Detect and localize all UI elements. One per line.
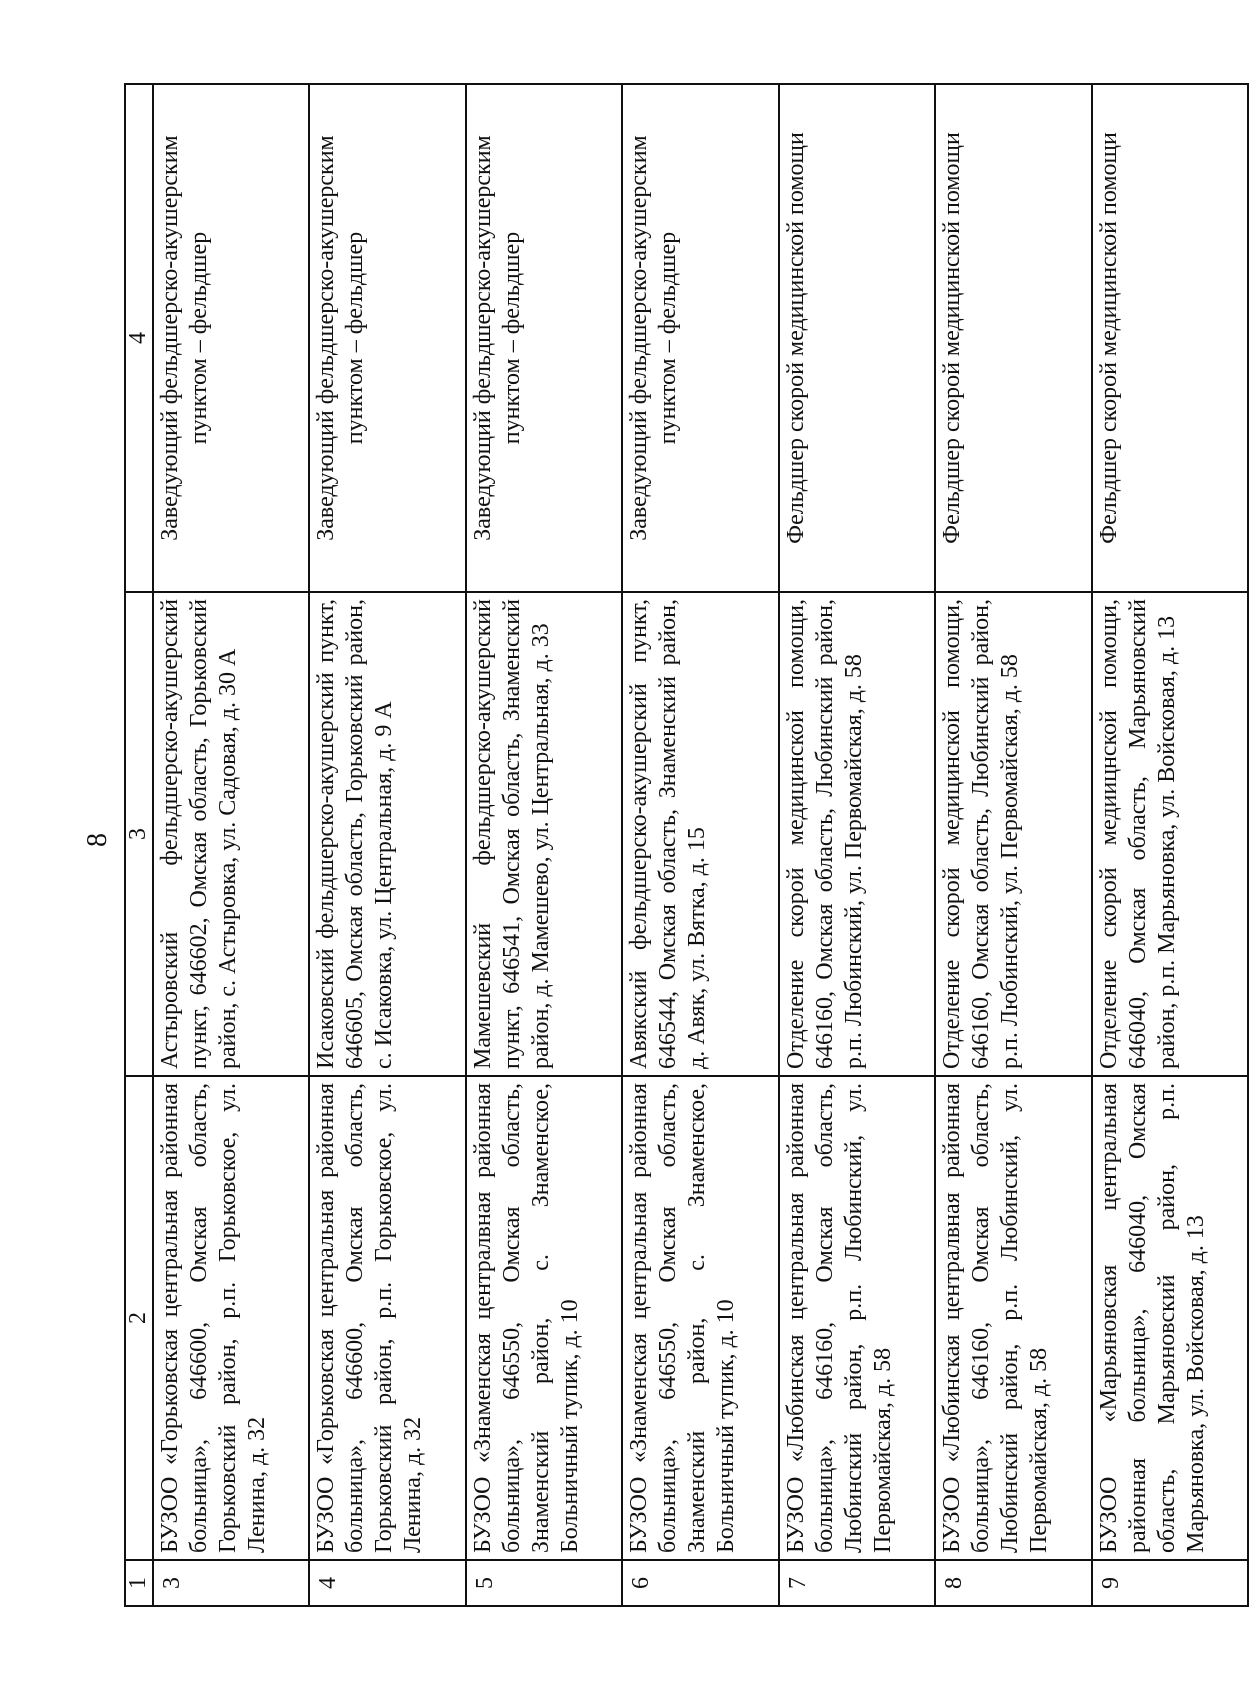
unit-cell: Отделение скорой медиицнской помощи, 646040, Омская область, Марьяновский район, р.п. Марьяновка, ул. Войсковая, д. 13 xyxy=(1092,592,1248,1076)
table-row xyxy=(779,84,935,1606)
table-row xyxy=(309,84,465,1606)
table-body xyxy=(153,84,1248,1606)
position-cell: Заведующий фельдшерско-акушерским пунктом – фельдшер xyxy=(622,84,778,592)
unit-cell: Мамешевский фельдшерско-акушерский пункт, 646541, Омская область, Знаменский район, д. Мамешево, ул. Центральная, д. 33 xyxy=(466,592,622,1076)
organization-cell: БУЗОО «Любинская центральная районная больница», 646160, Омская область, Любинский район, р.п. Любинский, ул. Первомайская, д. 58 xyxy=(779,1076,935,1560)
row-number: 9 xyxy=(1092,1560,1248,1606)
table-row xyxy=(935,84,1091,1606)
table-header xyxy=(125,84,153,1606)
header-cell-organization: 2 xyxy=(125,1076,153,1560)
position-cell: Фельдшер скорой медицинской помощи xyxy=(1092,84,1248,592)
unit-cell: Исаковский фельдшерско-акушерский пункт, 646605, Омская область, Горьковский район, с. Исаковка, ул. Центральная, д. 9 А xyxy=(309,592,465,1076)
organization-cell: БУЗОО «Любинская централвная районная больница», 646160, Омская область, Любинский район, р.п. Любинский, ул. Первомайская, д. 58 xyxy=(935,1076,1091,1560)
header-row xyxy=(125,84,153,1606)
unit-cell: Авякский фельдшерско-акушерский пункт, 646544, Омская область, Знаменский район, д. Авяк, ул. Вятка, д. 15 xyxy=(622,592,778,1076)
table-row xyxy=(1092,84,1248,1606)
position-cell: Фельдшер скорой медицинской помощи xyxy=(779,84,935,592)
table-row xyxy=(622,84,778,1606)
organization-cell: БУЗОО «Марьяновская центральная районная больница», 646040, Омская область, Марьяновский район, р.п. Марьяновка, ул. Войсковая, д. 13 xyxy=(1092,1076,1248,1560)
header-cell-number: 1 xyxy=(125,1560,153,1606)
position-cell: Заведующий фельдшерско-акушерским пунктом – фельдшер xyxy=(466,84,622,592)
position-cell: Заведующий фельдшерско-акушерским пунктом – фельдшер xyxy=(153,84,309,592)
rotated-page-content xyxy=(124,85,1249,1607)
table-row xyxy=(466,84,622,1606)
unit-cell: Астыровский фельдшерско-акушерский пункт, 646602, Омская область, Горьковский район, с. Астыровка, ул. Садовая, д. 30 А xyxy=(153,592,309,1076)
staff-positions-table xyxy=(124,83,1249,1607)
organization-cell: БУЗОО «Горьковская центральная районная больница», 646600, Омская область, Горьковский район, р.п. Горьковское, ул. Ленина, д. 32 xyxy=(153,1076,309,1560)
header-cell-position: 4 xyxy=(125,84,153,592)
header-cell-unit: 3 xyxy=(125,592,153,1076)
table-row xyxy=(153,84,309,1606)
row-number: 3 xyxy=(153,1560,309,1606)
position-cell: Фельдшер скорой медицинской помощи xyxy=(935,84,1091,592)
organization-cell: БУЗОО «Знаменская центральная районная больница», 646550, Омская область, Знаменский район, с. Знаменское, Больничный тупик, д. 10 xyxy=(622,1076,778,1560)
unit-cell: Отделение скорой медицинской помощи, 646160, Омская область, Любинский район, р.п. Любинский, ул. Первомайская, д. 58 xyxy=(779,592,935,1076)
row-number: 4 xyxy=(309,1560,465,1606)
position-cell: Заведующий фельдшерско-акушерским пунктом – фельдшер xyxy=(309,84,465,592)
row-number: 8 xyxy=(935,1560,1091,1606)
organization-cell: БУЗОО «Знаменская централвная районная больница», 646550, Омская область, Знаменский район, с. Знаменское, Больничный тупик, д. 10 xyxy=(466,1076,622,1560)
unit-cell: Отделение скорой медицинской помощи, 646160, Омская область, Любинский район, р.п. Любинский, ул. Первомайская, д. 58 xyxy=(935,592,1091,1076)
row-number: 5 xyxy=(466,1560,622,1606)
row-number: 6 xyxy=(622,1560,778,1606)
row-number: 7 xyxy=(779,1560,935,1606)
organization-cell: БУЗОО «Горьковская центральная районная больница», 646600, Омская область, Горьковский район, р.п. Горьковское, ул. Ленина, д. 32 xyxy=(309,1076,465,1560)
page-number: 8 xyxy=(82,833,113,847)
